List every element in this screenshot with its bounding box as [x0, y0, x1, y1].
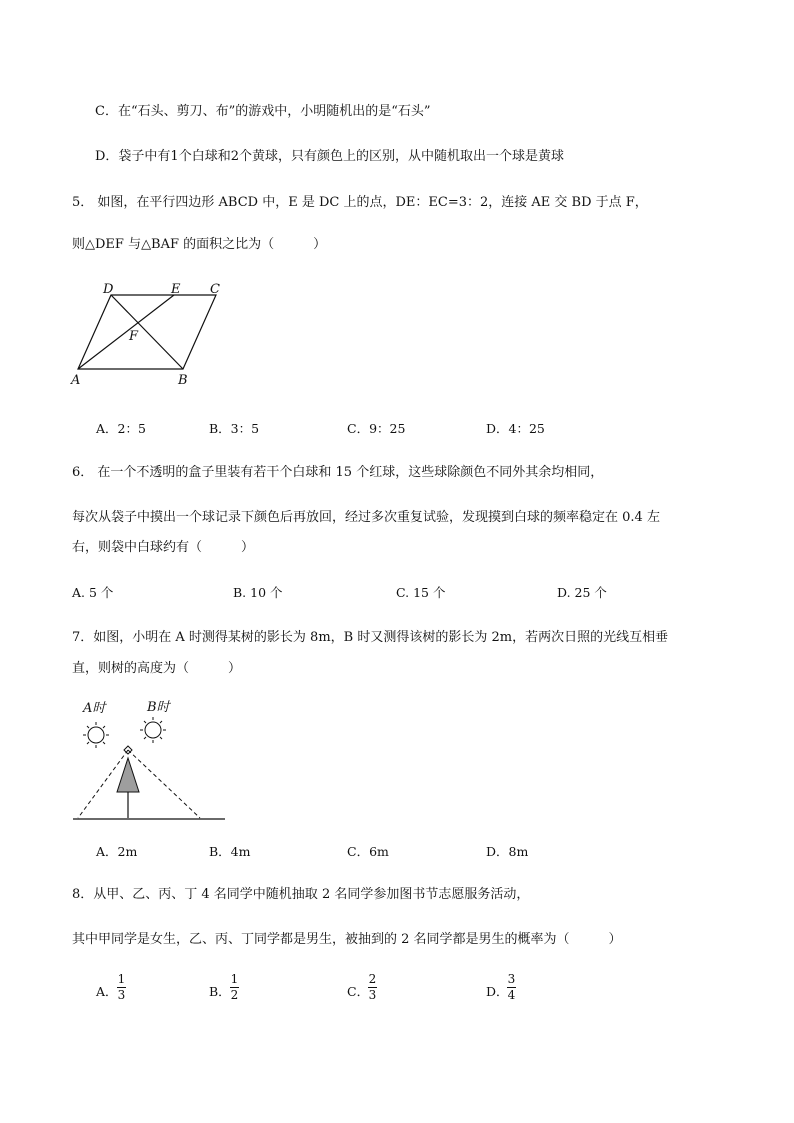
q5-option-a: A．2：5 [96, 421, 146, 436]
label-b-time: B时 [147, 700, 170, 715]
q8-option-d-fraction [507, 973, 516, 1002]
sun-icon-a [83, 722, 109, 748]
q8-option-c-letter: C． [347, 984, 370, 999]
option-c-text: C．在“石头、剪刀、布”的游戏中，小明随机出的是“石头” [95, 104, 431, 119]
label-e: E [171, 282, 181, 297]
q5-option-b: B．3：5 [209, 421, 260, 436]
q8-option-b-den: 2 [230, 988, 239, 1002]
diagonal-bd [111, 295, 183, 369]
q8-option-b-letter: B． [209, 984, 231, 999]
q5-option-c: C．9：25 [347, 421, 406, 436]
q7-option-c: C．6m [347, 844, 389, 859]
q8-option-a-num: 1 [117, 972, 126, 986]
question-7-line1: 7．如图，小明在 A 时测得某树的影长为 8m，B 时又测得该树的影长为 2m，若两次日照的光线互相垂 [72, 630, 669, 645]
option-d-text: D．袋子中有1个白球和2个黄球，只有颜色上的区别，从中随机取出一个球是黄球 [95, 149, 564, 164]
q7-option-a: A．2m [96, 844, 138, 859]
segment-ae [78, 295, 174, 369]
label-a: A [71, 373, 81, 388]
question-8-line1: 8．从甲、乙、丙、丁 4 名同学中随机抽取 2 名同学参加图书节志愿服务活动， [72, 887, 530, 902]
q6-option-a: A. 5 个 [72, 585, 114, 600]
label-f: F [129, 329, 139, 344]
q8-option-d-letter: D． [486, 984, 509, 999]
question-7-line2: 直，则树的高度为（ ） [72, 661, 242, 676]
label-a-time: A时 [83, 701, 106, 716]
q8-option-b-num: 1 [230, 972, 239, 986]
label-c: C [210, 282, 220, 297]
q6-option-d: D. 25 个 [557, 585, 607, 600]
q5-option-d: D．4：25 [486, 421, 545, 436]
question-8-line2: 其中甲同学是女生，乙、丙、丁同学都是男生，被抽到的 2 名同学都是男生的概率为（ ） [72, 932, 622, 947]
q8-option-d-den: 4 [507, 988, 516, 1002]
q8-option-d-num: 3 [507, 972, 516, 986]
q8-option-c-fraction [368, 973, 377, 1002]
question-6-line2: 每次从袋子中摸出一个球记录下颜色后再放回，经过多次重复试验，发现摸到白球的频率稳定在 0.4 左 [72, 510, 660, 525]
parallelogram-figure [68, 278, 228, 390]
q8-option-c-den: 3 [368, 988, 377, 1002]
tree-icon [117, 758, 139, 792]
label-b: B [178, 373, 188, 388]
question-5-line2: 则△DEF 与△BAF 的面积之比为（ ） [72, 237, 327, 252]
q6-option-b: B. 10 个 [233, 585, 283, 600]
q8-option-a-letter: A． [96, 984, 118, 999]
q7-option-b: B．4m [209, 844, 251, 859]
question-6-line1: 6． 在一个不透明的盒子里装有若干个白球和 15 个红球，这些球除颜色不同外其余均相同， [72, 465, 604, 480]
q7-option-d: D．8m [486, 844, 529, 859]
q6-option-c: C. 15 个 [396, 585, 446, 600]
tree-shadow-figure [68, 694, 233, 826]
label-d: D [103, 282, 114, 297]
q8-option-b-fraction [230, 973, 239, 1002]
q8-option-a-den: 3 [117, 988, 126, 1002]
q8-option-a-fraction [117, 973, 126, 1002]
sun-icon-b [140, 717, 166, 743]
q8-option-c-num: 2 [368, 972, 377, 986]
question-5-line1: 5． 如图，在平行四边形 ABCD 中，E 是 DC 上的点，DE：EC=3：2，连接 AE 交 BD 于点 F， [72, 195, 648, 210]
question-6-line3: 右，则袋中白球约有（ ） [72, 540, 255, 555]
light-ray-b [128, 750, 200, 818]
